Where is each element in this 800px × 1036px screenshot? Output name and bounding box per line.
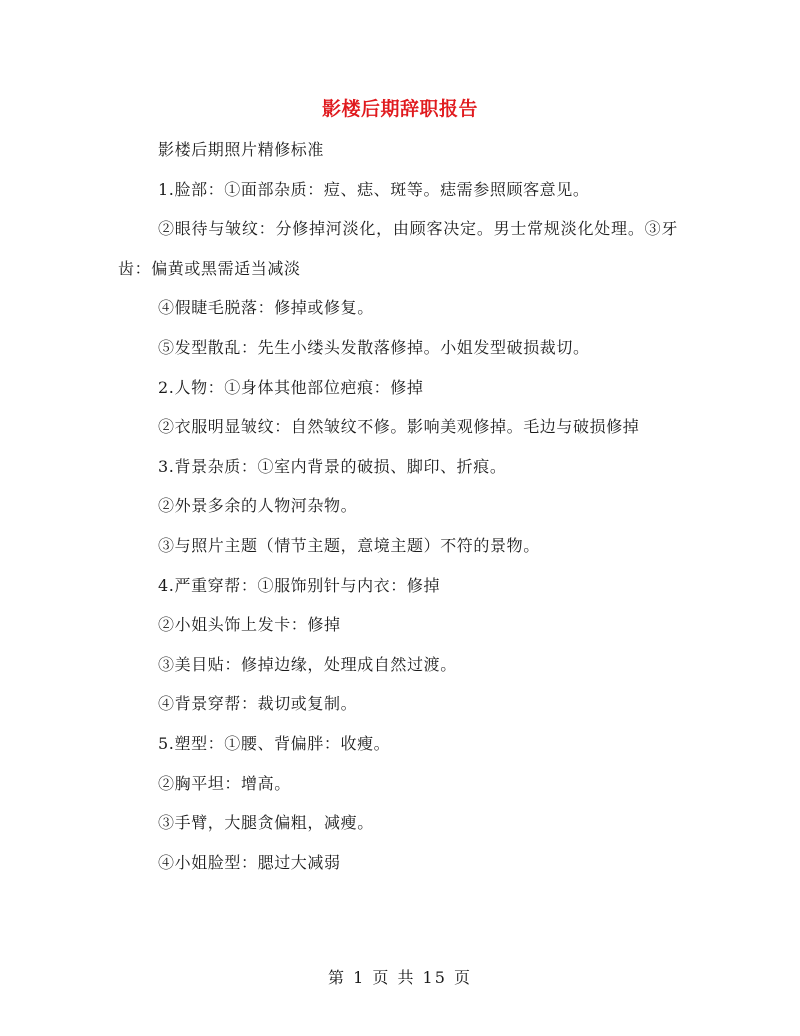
- paragraph: ④背景穿帮：裁切或复制。: [158, 694, 358, 714]
- paragraph: ③与照片主题（情节主题，意境主题）不符的景物。: [158, 535, 540, 555]
- document-body: [118, 130, 678, 882]
- paragraph: 1.脸部：①面部杂质：痘、痣、斑等。痣需参照顾客意见。: [158, 179, 590, 199]
- paragraph: ⑤发型散乱：先生小缕头发散落修掉。小姐发型破损裁切。: [158, 337, 590, 357]
- paragraph: ③美目贴：修掉边缘，处理成自然过渡。: [158, 654, 457, 674]
- document-title: 影楼后期辞职报告: [321, 98, 478, 120]
- paragraph: ③手臂，大腿贪偏粗，减瘦。: [158, 813, 374, 833]
- paragraph: ②眼待与皱纹：分修掉河淡化，由顾客决定。男士常规淡化处理。③牙齿：偏黄或黑需适当减淡: [118, 219, 678, 278]
- paragraph: 影楼后期照片精修标准: [158, 140, 325, 159]
- paragraph: ④假睫毛脱落：修掉或修复。: [158, 298, 374, 318]
- paragraph: 2.人物：①身体其他部位疤痕：修掉: [158, 377, 424, 397]
- page-footer: 第 1 页 共 15 页: [328, 968, 472, 987]
- paragraph: 3.背景杂质：①室内背景的破损、脚印、折痕。: [158, 456, 507, 476]
- paragraph: ④小姐脸型：腮过大减弱: [158, 852, 341, 872]
- paragraph: ②衣服明显皱纹：自然皱纹不修。影响美观修掉。毛边与破损修掉: [158, 417, 640, 437]
- paragraph: ②胸平坦：增高。: [158, 773, 291, 793]
- paragraph: 5.塑型：①腰、背偏胖：收瘦。: [158, 733, 391, 753]
- paragraph: 4.严重穿帮：①服饰别针与内衣：修掉: [158, 575, 441, 595]
- paragraph: ②小姐头饰上发卡：修掉: [158, 615, 341, 635]
- paragraph: ②外景多余的人物河杂物。: [158, 496, 358, 516]
